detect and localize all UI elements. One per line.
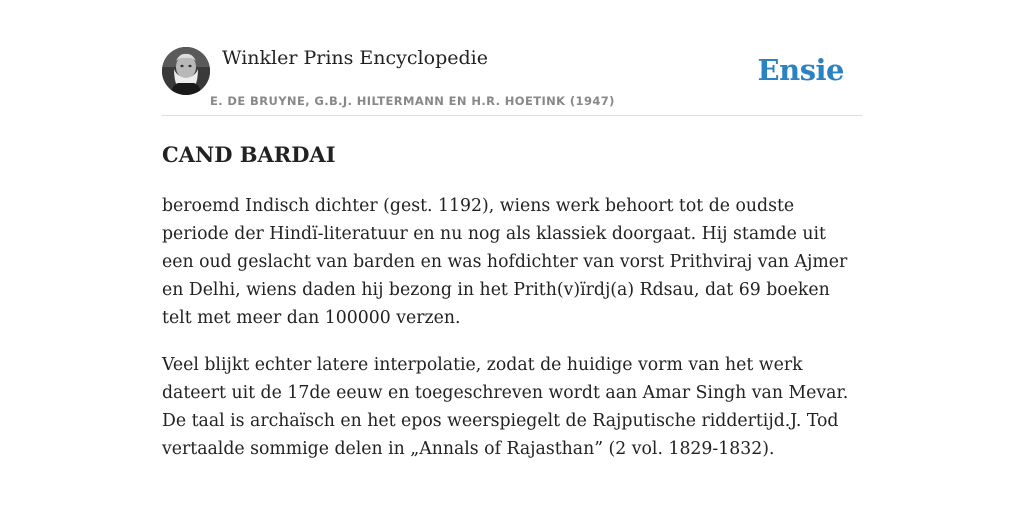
article-body [162,192,862,482]
header [162,46,862,116]
article-title: CAND BARDAI [162,142,336,167]
article-paragraph: Veel blijkt echter latere interpolatie, zodat de huidige vorm van het werk dateert uit de 17de eeuw en toegeschreven wordt aan Amar Singh van Mevar. De taal is archaïsch en het epos weerspiegelt de Rajputische riddertijd.J. Tod vertaalde sommige delen in „Annals of Rajasthan” (2 vol. 1829-1832). [162,355,849,459]
brand-logo-link[interactable]: Ensie [757,53,844,87]
article-paragraph: beroemd Indisch dichter (gest. 1192), wiens werk behoort tot de oudste periode der Hindï-literatuur en nu nog als klassiek doorgaat. Hij stamde uit een oud geslacht van barden en was hofdichter van vorst Prithviraj van Ajmer en Delhi, wiens daden hij bezong in het Prith(v)ïrdj(a) Rdsau, dat 69 boeken telt met meer dan 100000 verzen. [162,196,848,328]
encyclopedia-title[interactable]: Winkler Prins Encyclopedie [222,47,488,69]
encyclopedia-authors: E. DE BRUYNE, G.B.J. HILTERMANN EN H.R. HOETINK (1947) [210,94,615,108]
bearded-man-portrait-icon [162,47,210,95]
